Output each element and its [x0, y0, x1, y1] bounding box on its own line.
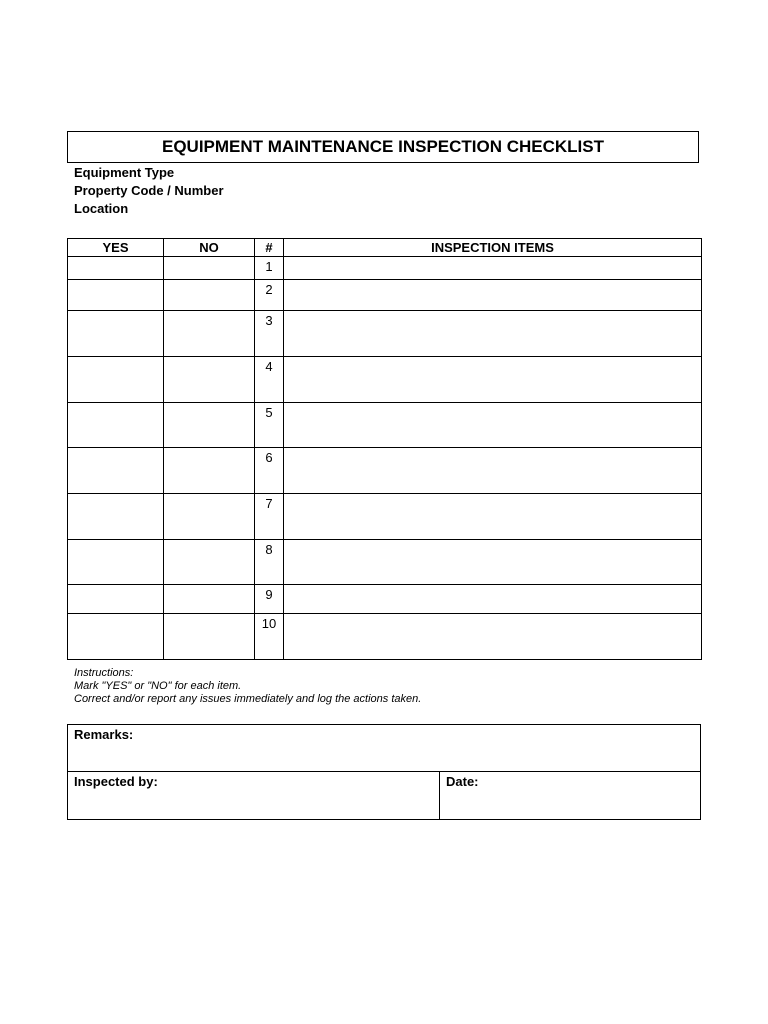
- table-row: [68, 494, 702, 540]
- yes-cell[interactable]: [68, 311, 164, 357]
- date-label: Date:: [446, 774, 479, 789]
- inspection-checklist-table: [67, 238, 702, 660]
- table-row: [68, 257, 702, 280]
- no-cell[interactable]: [164, 614, 255, 660]
- yes-cell[interactable]: [68, 280, 164, 311]
- inspection-item-cell[interactable]: [284, 585, 702, 614]
- inspection-item-cell[interactable]: [284, 614, 702, 660]
- item-number: 7: [255, 494, 284, 540]
- remarks-label: Remarks:: [74, 727, 134, 742]
- no-cell[interactable]: [164, 585, 255, 614]
- yes-cell[interactable]: [68, 614, 164, 660]
- no-cell[interactable]: [164, 311, 255, 357]
- no-cell[interactable]: [164, 257, 255, 280]
- number-column-header: #: [255, 239, 284, 257]
- no-cell[interactable]: [164, 448, 255, 494]
- table-row: [68, 540, 702, 585]
- remarks-row: [68, 725, 701, 772]
- yes-cell[interactable]: [68, 403, 164, 448]
- document-title: EQUIPMENT MAINTENANCE INSPECTION CHECKLIST: [67, 131, 699, 163]
- inspected-by-label: Inspected by:: [74, 774, 158, 789]
- equipment-type-label: Equipment Type: [74, 165, 175, 180]
- table-row: [68, 311, 702, 357]
- yes-cell[interactable]: [68, 257, 164, 280]
- item-number: 3: [255, 311, 284, 357]
- inspection-items-column-header: INSPECTION ITEMS: [284, 239, 702, 257]
- inspection-item-cell[interactable]: [284, 311, 702, 357]
- date-field[interactable]: [440, 772, 701, 820]
- table-row: [68, 448, 702, 494]
- no-cell[interactable]: [164, 403, 255, 448]
- inspection-item-cell[interactable]: [284, 280, 702, 311]
- table-row: [68, 614, 702, 660]
- no-cell[interactable]: [164, 494, 255, 540]
- instructions-block: [74, 667, 421, 706]
- yes-cell[interactable]: [68, 357, 164, 403]
- table-row: [68, 585, 702, 614]
- yes-column-header: YES: [68, 239, 164, 257]
- item-number: 6: [255, 448, 284, 494]
- yes-cell[interactable]: [68, 494, 164, 540]
- item-number: 10: [255, 614, 284, 660]
- yes-cell[interactable]: [68, 448, 164, 494]
- table-row: [68, 280, 702, 311]
- item-number: 1: [255, 257, 284, 280]
- location-label: Location: [74, 201, 129, 216]
- table-header-row: [68, 239, 702, 257]
- inspection-item-cell[interactable]: [284, 357, 702, 403]
- instructions-line-1: Mark "YES" or "NO" for each item.: [74, 680, 242, 692]
- property-code-label: Property Code / Number: [74, 183, 224, 198]
- table-row: [68, 357, 702, 403]
- inspection-item-cell[interactable]: [284, 257, 702, 280]
- inspection-item-cell[interactable]: [284, 540, 702, 585]
- inspection-item-cell[interactable]: [284, 448, 702, 494]
- remarks-field[interactable]: [68, 725, 701, 772]
- signature-row: [68, 772, 701, 820]
- inspection-item-cell[interactable]: [284, 403, 702, 448]
- no-column-header: NO: [164, 239, 255, 257]
- yes-cell[interactable]: [68, 585, 164, 614]
- inspected-by-field[interactable]: [68, 772, 440, 820]
- no-cell[interactable]: [164, 357, 255, 403]
- signoff-table: [67, 724, 701, 820]
- item-number: 9: [255, 585, 284, 614]
- instructions-heading: Instructions:: [74, 667, 134, 679]
- no-cell[interactable]: [164, 280, 255, 311]
- item-number: 8: [255, 540, 284, 585]
- item-number: 2: [255, 280, 284, 311]
- table-row: [68, 403, 702, 448]
- item-number: 5: [255, 403, 284, 448]
- instructions-line-2: Correct and/or report any issues immediately and log the actions taken.: [74, 693, 422, 705]
- item-number: 4: [255, 357, 284, 403]
- inspection-item-cell[interactable]: [284, 494, 702, 540]
- no-cell[interactable]: [164, 540, 255, 585]
- yes-cell[interactable]: [68, 540, 164, 585]
